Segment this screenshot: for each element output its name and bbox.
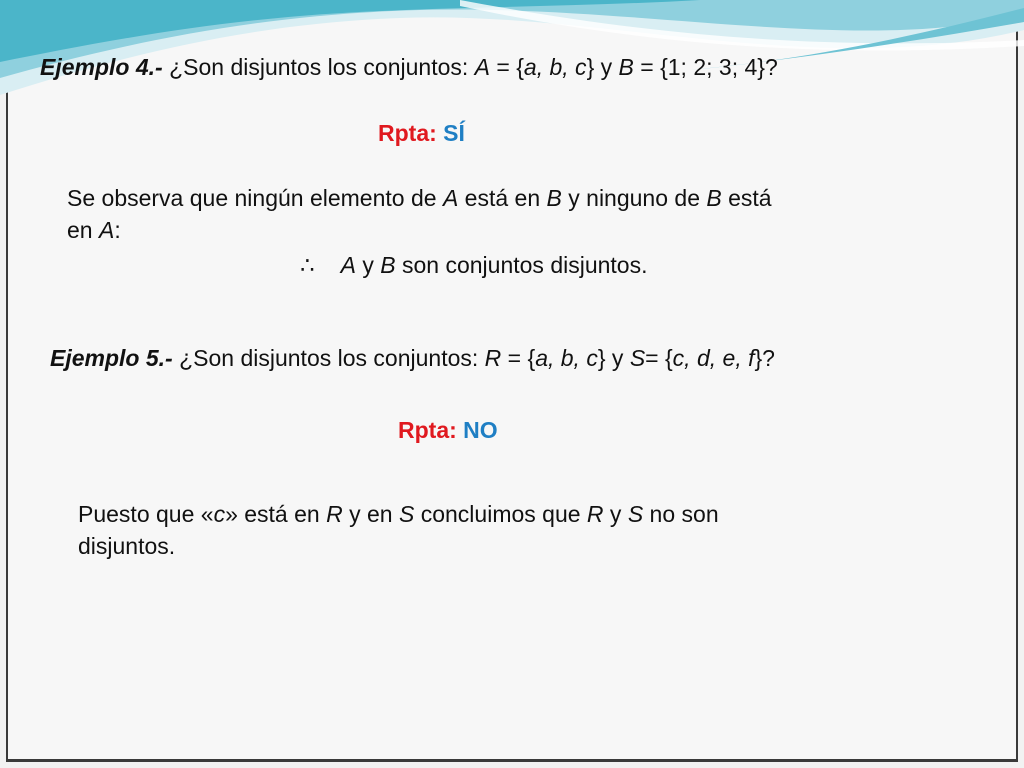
example5-answer-label: Rpta: — [398, 417, 457, 443]
set-r-elements: a, b, c — [535, 345, 598, 371]
exp4-text-1: Se observa que ningún elemento de — [67, 185, 443, 211]
exp5-text-4: concluimos que — [414, 501, 587, 527]
example4-explanation — [67, 182, 967, 246]
example5-label: Ejemplo 5.- — [50, 345, 173, 371]
exp4-set-b-2: B — [706, 185, 722, 211]
example5-question — [50, 345, 775, 373]
example5-answer-value: NO — [463, 417, 498, 443]
set-a-close: } — [586, 54, 595, 80]
example4-conclusion — [300, 252, 648, 280]
set-r-eq: = { — [501, 345, 536, 371]
set-b-definition: = {1; 2; 3; 4}? — [633, 54, 778, 80]
example5-conj: y — [605, 345, 630, 371]
example5-answer — [398, 417, 498, 445]
set-s-elements: c, d, e, f — [672, 345, 755, 371]
exp4-text-6: : — [114, 217, 121, 243]
exp5-text-7: disjuntos. — [78, 533, 176, 559]
exp5-text-1: Puesto que « — [78, 501, 214, 527]
example4-answer — [378, 120, 465, 148]
example4-answer-label: Rpta: — [378, 120, 437, 146]
concl-set-b: B — [380, 252, 396, 278]
set-s-name: S — [629, 345, 646, 371]
exp5-text-5: y — [603, 501, 628, 527]
concl-y: y — [355, 252, 381, 278]
set-s-close: }? — [754, 345, 775, 371]
exp4-set-a: A — [442, 185, 459, 211]
exp4-set-b: B — [546, 185, 562, 211]
exp5-element-c: c — [213, 501, 226, 527]
exp5-text-6: no son — [643, 501, 719, 527]
set-s-eq: = { — [645, 345, 673, 371]
set-b-name: B — [618, 54, 634, 80]
exp5-text-3: y en — [342, 501, 399, 527]
exp5-text-2: » está en — [225, 501, 327, 527]
example4-label: Ejemplo 4.- — [40, 54, 163, 80]
exp4-text-2: está en — [458, 185, 547, 211]
exp5-set-r: R — [326, 501, 343, 527]
set-r-name: R — [484, 345, 502, 371]
exp5-set-s: S — [398, 501, 415, 527]
example4-conj: y — [594, 54, 619, 80]
example4-question-text: ¿Son disjuntos los conjuntos: — [162, 54, 475, 80]
exp4-text-5: en — [67, 217, 99, 243]
concl-text: son conjuntos disjuntos. — [395, 252, 648, 278]
example4-answer-value: SÍ — [443, 120, 465, 146]
set-a-name: A — [474, 54, 490, 80]
set-a-eq: = { — [490, 54, 524, 80]
example5-explanation — [78, 498, 978, 562]
exp5-set-r-2: R — [586, 501, 604, 527]
example5-question-text: ¿Son disjuntos los conjuntos: — [172, 345, 485, 371]
exp4-text-4: está — [721, 185, 772, 211]
exp4-set-a-2: A — [98, 217, 115, 243]
therefore-symbol: ∴ — [300, 252, 315, 278]
example4-question — [40, 54, 778, 82]
set-r-close: } — [597, 345, 606, 371]
concl-set-a: A — [340, 252, 356, 278]
exp4-text-3: y ninguno de — [561, 185, 707, 211]
exp5-set-s-2: S — [627, 501, 644, 527]
set-a-elements: a, b, c — [523, 54, 587, 80]
